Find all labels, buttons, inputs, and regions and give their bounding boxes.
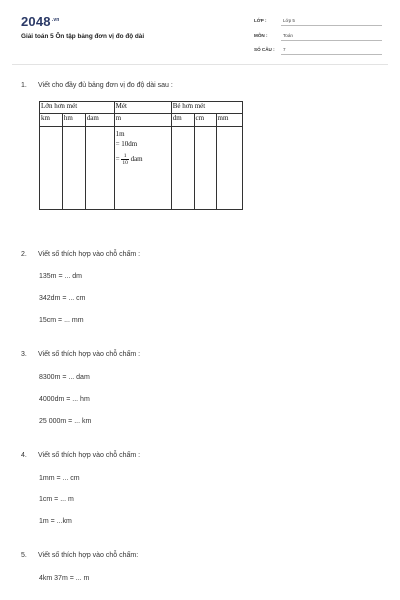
answer-item: 1mm = ... cm xyxy=(39,475,80,482)
cell-mm xyxy=(216,127,242,210)
answer-item: 1cm = ... m xyxy=(39,496,74,503)
meter-line-3 xyxy=(116,153,170,166)
meter-unit: dam xyxy=(130,155,143,164)
question-number: 5. xyxy=(21,552,27,559)
logo-text: 2048 xyxy=(21,14,51,29)
answer-item: 1m = ...km xyxy=(39,518,72,525)
answer-item: 135m = ... dm xyxy=(39,273,82,280)
meta-underline xyxy=(281,54,382,55)
meter-line-2: = 10dm xyxy=(115,140,138,148)
question-3 xyxy=(21,351,140,358)
site-logo[interactable] xyxy=(21,14,60,29)
question-2 xyxy=(21,251,140,258)
group-header-larger: Lớn hơn mét xyxy=(40,102,115,114)
question-4 xyxy=(21,452,140,459)
header-divider xyxy=(12,64,388,65)
meta-underline xyxy=(281,40,382,41)
unit-hm: hm xyxy=(62,114,85,127)
cell-dm xyxy=(171,127,194,210)
fraction-numerator: 1 xyxy=(121,153,129,160)
answer-item: 4km 37m = ... m xyxy=(39,575,90,582)
question-number: 3. xyxy=(21,351,27,358)
answer-item: 4000dm = ... hm xyxy=(39,396,90,403)
meta-label: SỐ CÂU : xyxy=(254,47,275,52)
length-unit-table xyxy=(39,101,243,210)
question-text: Viết cho đầy đủ bảng đơn vị đo độ dài sau : xyxy=(38,82,173,89)
cell-dam xyxy=(85,127,114,210)
unit-dm: dm xyxy=(171,114,194,127)
meta-underline xyxy=(281,25,382,26)
answer-item: 25 000m = ... km xyxy=(39,418,92,425)
answer-item: 8300m = ... dam xyxy=(39,374,90,381)
cell-meter-conversion xyxy=(114,127,171,210)
meta-value: 7 xyxy=(283,47,286,52)
unit-km: km xyxy=(40,114,63,127)
meter-line-1: 1m xyxy=(115,130,125,138)
question-text: Viết số thích hợp vào chỗ chấm : xyxy=(38,351,141,358)
cell-cm xyxy=(194,127,216,210)
logo-tld: .vn xyxy=(51,16,60,23)
question-number: 2. xyxy=(21,251,27,258)
group-header-smaller: Bé hơn mét xyxy=(171,102,242,114)
meta-value: Lớp 5 xyxy=(283,18,295,23)
question-number: 1. xyxy=(21,82,27,89)
meta-label: MÔN : xyxy=(254,33,268,38)
meta-value: Toán xyxy=(283,33,293,38)
fraction-denominator: 10 xyxy=(122,160,128,166)
fraction-one-tenth xyxy=(121,153,129,166)
unit-dam: dam xyxy=(85,114,114,127)
question-number: 4. xyxy=(21,452,27,459)
group-header-meter: Mét xyxy=(114,102,171,114)
answer-item: 15cm = ... mm xyxy=(39,317,84,324)
question-1 xyxy=(21,82,173,89)
unit-cm: cm xyxy=(194,114,216,127)
answer-item: 342dm = ... cm xyxy=(39,295,86,302)
cell-hm xyxy=(62,127,85,210)
question-text: Viết số thích hợp vào chỗ chấm : xyxy=(38,251,141,258)
question-5 xyxy=(21,552,138,559)
cell-km xyxy=(40,127,63,210)
worksheet-header xyxy=(0,0,400,62)
unit-m: m xyxy=(114,114,171,127)
question-text: Viết số thích hợp vào chỗ chấm: xyxy=(38,552,139,559)
question-text: Viết số thích hợp vào chỗ chấm : xyxy=(38,452,141,459)
document-title: Giải toán 5 Ôn tập bảng đơn vị đo độ dài xyxy=(21,33,145,40)
meter-equals: = xyxy=(115,155,120,164)
meta-label: LỚP : xyxy=(254,18,267,23)
unit-mm: mm xyxy=(216,114,242,127)
